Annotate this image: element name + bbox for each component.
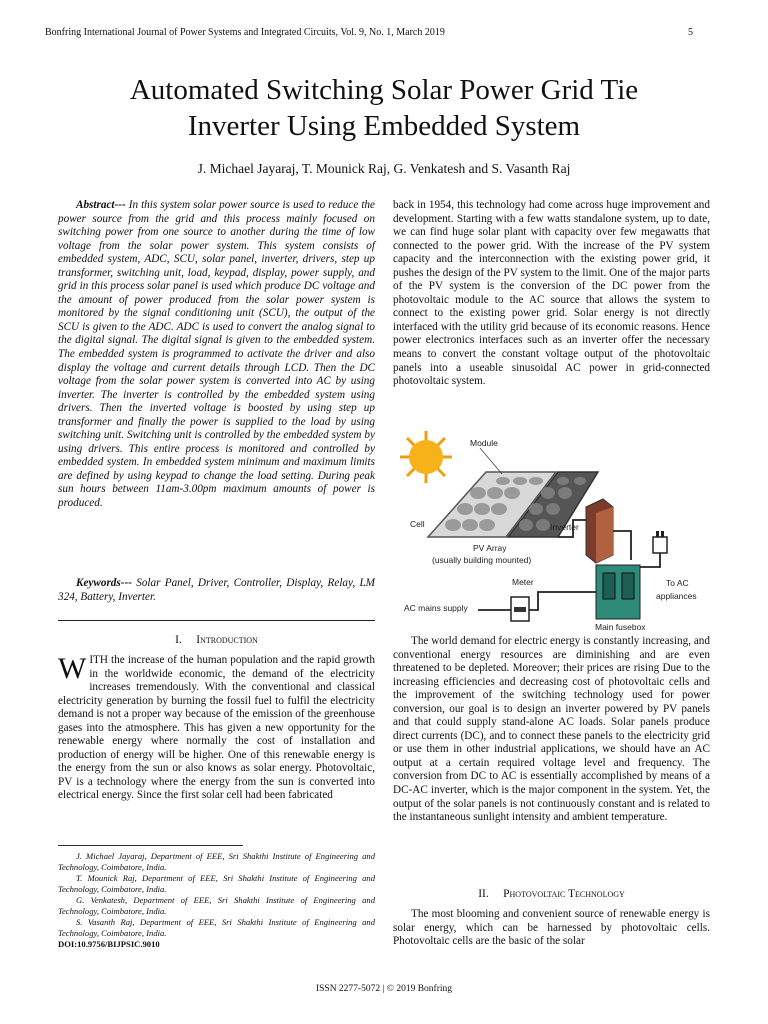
label-module: Module — [470, 438, 498, 448]
abstract-label: Abstract--- — [76, 199, 126, 211]
keywords — [58, 577, 375, 604]
journal-header: Bonfring International Journal of Power Systems and Integrated Circuits, Vol. 9, No. 1, March 2019 — [45, 27, 445, 38]
right-column-text — [393, 199, 710, 389]
title-line-2: Inverter Using Embedded System — [187, 110, 581, 142]
section-title: Introduction — [196, 634, 258, 646]
page-number: 5 — [688, 27, 693, 38]
label-meter: Meter — [512, 577, 534, 587]
paragraph: The world demand for electric energy is constantly increasing, and conventional energy resources are diminishing and are even threatened to be depleted. Moreover; their prices are rising Due to the increasing efficiencies and decreasing cost of photovoltaic cells and the improvement of the switching technology used for power conversion, our goal is to design an inverter powered by PV panels and that could supply stand-alone AC loads. Solar panels produce direct currents (DC), and to connect these panels to the electricity grid or use them in other industrial applications, we should have an AC output at a certain required voltage level and frequency. The conversion from DC to AC is essentially accomplished by means of a DC-AC inverter, which is the major component in the system. Yet, the output of the solar panels is not continuously constant and is related to the instantaneous sunlight intensity and ambient temperature. — [393, 635, 710, 824]
section-title: Photovoltaic Technology — [503, 888, 625, 900]
label-pv-array: PV Array — [473, 543, 507, 553]
section-heading-photovoltaic — [393, 888, 710, 900]
section-number: II. — [478, 888, 489, 900]
label-pv-array-sub: (usually building mounted) — [432, 555, 532, 565]
label-ac-mains: AC mains supply — [404, 603, 468, 613]
section-heading-introduction — [58, 634, 375, 646]
doi: DOI:10.9756/BIJPSIC.9010 — [58, 939, 160, 949]
introduction-body — [58, 654, 375, 803]
pv-system-figure — [398, 427, 710, 637]
author-list: J. Michael Jayaraj, T. Mounick Raj, G. Venkatesh and S. Vasanth Raj — [197, 161, 571, 176]
abstract — [58, 199, 375, 511]
paragraph: back in 1954, this technology had come across huge improvement and development. Starting with a few watts standalone system, up to date, we can find huge solar plant with capacity over few megawatts that connected to the power grid. With the increase of the PV system capacity and the interconnection with the existing power grid, it pushes the design of the PV system to the limit. One of the major parts of the PV system is the conversion of the DC power from the photovoltaic module to the AC source that allows the system to connect to the existing power grid. Solar energy is not directly interfaced with the utility grid because of its economic reasons. Hence power electronics interfaces such as an inverter offer the necessary means to convert the constant voltage output of the photovoltaic panels into a useable sinusoidal AC power in grid-connected photovoltaic system. — [393, 199, 710, 388]
ac-plug-icon — [653, 531, 667, 553]
footnotes — [58, 851, 375, 950]
footnote: J. Michael Jayaraj, Department of EEE, Sri Shakthi Institute of Engineering and Technology, Coimbatore, India. — [58, 851, 375, 872]
keywords-text: Solar Panel, Driver, Controller, Display, Relay, LM 324, Battery, Inverter. — [58, 577, 375, 603]
paragraph: The most blooming and convenient source of renewable energy is solar energy, which can be harnessed by photovoltaic cells. Photovoltaic cells are the basic of the solar — [393, 908, 710, 948]
title-line-1: Automated Switching Solar Power Grid Tie — [129, 74, 639, 106]
keywords-label: Keywords--- — [76, 577, 132, 589]
label-fusebox: Main fusebox — [595, 622, 646, 632]
right-column-text-3 — [393, 908, 710, 949]
footnote-rule — [58, 845, 243, 846]
right-column-text-2 — [393, 635, 710, 825]
footnote: T. Mounick Raj, Department of EEE, Sri Shakthi Institute of Engineering and Technology, Coimbatore, India. — [58, 873, 375, 894]
label-to-ac: To AC — [666, 578, 689, 588]
section-number: I. — [175, 634, 182, 646]
footnote: G. Venkatesh, Department of EEE, Sri Shakthi Institute of Engineering and Technology, Coimbatore, India. — [58, 895, 375, 916]
inverter-box-icon — [586, 499, 613, 563]
sun-icon — [400, 431, 452, 483]
introduction-text: ITH the increase of the human population and the rapid growth in the worldwide economic, the demand of the electricity increases tremendously. With the conventional and classical electricity generation by burning the fossil fuel to fulfil the electricity demand is not a proper way because of the emission of the greenhouse gases into the atmosphere. This has given a new opportunity for the renewable energy where normally the cost of installation and production of energy will be higher. One of this renewable energy is the energy from the sun or also knows as solar energy. Photovoltaic, PV is a technology where the energy from the sun is converted into electrical energy. Since the first solar cell had been fabricated — [58, 654, 375, 802]
paper-title — [40, 72, 728, 144]
page-footer: ISSN 2277-5072 | © 2019 Bonfring — [315, 984, 453, 994]
label-cell: Cell — [410, 519, 425, 529]
footnote: S. Vasanth Raj, Department of EEE, Sri Shakthi Institute of Engineering and Technology, Coimbatore, India. — [58, 917, 375, 938]
drop-cap: W — [58, 652, 87, 685]
label-appliances: appliances — [656, 591, 697, 601]
abstract-text: In this system solar power source is used to reduce the power source from the grid and this process mainly focused on switching power from one source to another during the time of low voltage from the solar power system. This system consists of embedded system, ADC, SCU, solar panel, inverter, drivers, step up transformer, switching unit, load, keypad, display, power supply, and grid in this process solar panel is used which produce DC voltage and the amount of power produced from the solar power system is monitored by the signal conditioning unit (SCU), the output of the SCU is given to the ADC. ADC is used to convert the analog signal to the digital signal. The digital signal is given to the embedded system. The embedded system is programmed to activate the driver and also display the voltage and current details through LCD. Then the DC voltage from the solar power system is converted into AC by using inverter. The inverter is controlled by the embedded system using drivers. Then the inverted voltage is boosted by using step up transformer and finally the power is supplied to the load by using switching unit. Switching unit is controlled by the embedded system by using drivers. This entire process is monitored and controlled by embedded system. In embedded system minimum and maximum limits are defined by using keypad to change the load setting. During peak sun hours between 11am-3.00pm maximum amounts of power is produced. — [58, 199, 375, 510]
main-fusebox-icon — [596, 565, 640, 619]
label-inverter: Inverter — [550, 522, 579, 532]
section-divider — [58, 620, 375, 621]
meter-icon — [511, 597, 529, 621]
